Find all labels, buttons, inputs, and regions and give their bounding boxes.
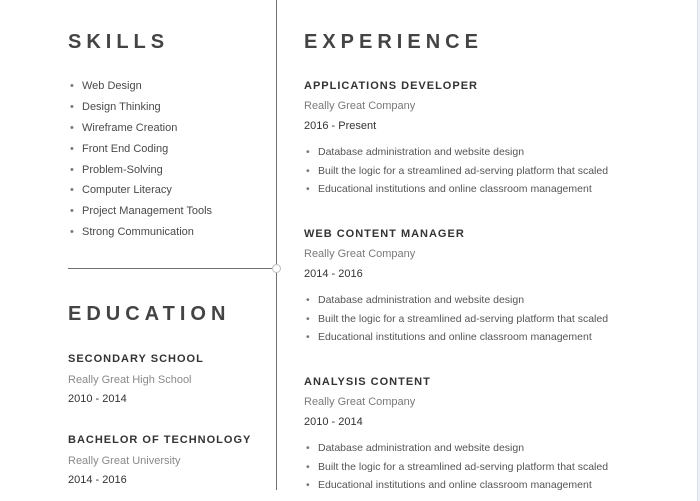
job-duty: • Built the logic for a streamlined ad-serving platform that scaled (306, 458, 608, 477)
column-divider (276, 0, 277, 490)
divider-junction-dot (272, 264, 281, 273)
job-entry (304, 227, 608, 347)
job-company: Really Great Company (304, 248, 416, 260)
job-duty: • Database administration and website design (306, 143, 608, 162)
education-dates: 2010 - 2014 (68, 393, 127, 405)
job-role: WEB CONTENT MANAGER (304, 228, 465, 240)
education-heading: EDUCATION (68, 303, 231, 325)
job-duty: • Database administration and website design (306, 439, 608, 458)
job-dates: 2014 - 2016 (304, 268, 363, 280)
job-dates: 2016 - Present (304, 120, 377, 132)
job-duty: • Built the logic for a streamlined ad-serving platform that scaled (306, 310, 608, 329)
skill-item: • Wireframe Creation (70, 121, 212, 142)
job-entry (304, 79, 608, 199)
skill-item: • Design Thinking (70, 100, 212, 121)
job-duties-list (306, 143, 608, 199)
education-entry (68, 433, 251, 487)
skill-item: • Project Management Tools (70, 204, 212, 225)
skill-item: • Web Design (70, 79, 212, 100)
job-duties-list (306, 291, 608, 347)
education-school: Really Great University (68, 455, 181, 467)
experience-heading: EXPERIENCE (304, 31, 483, 53)
job-duty: • Educational institutions and online classroom management (306, 476, 608, 495)
job-duty: • Database administration and website design (306, 291, 608, 310)
job-role: APPLICATIONS DEVELOPER (304, 80, 478, 92)
skills-list (70, 79, 212, 246)
job-company: Really Great Company (304, 100, 416, 112)
job-company: Really Great Company (304, 396, 416, 408)
job-duty: • Built the logic for a streamlined ad-serving platform that scaled (306, 162, 608, 181)
section-divider (68, 268, 272, 269)
job-entry (304, 375, 608, 495)
education-degree: SECONDARY SCHOOL (68, 353, 204, 365)
job-duty: • Educational institutions and online classroom management (306, 180, 608, 199)
skill-item: • Problem-Solving (70, 163, 212, 184)
job-dates: 2010 - 2014 (304, 416, 363, 428)
skill-item: • Strong Communication (70, 225, 212, 246)
job-duty: • Educational institutions and online classroom management (306, 328, 608, 347)
skill-item: • Computer Literacy (70, 183, 212, 204)
skills-heading: SKILLS (68, 31, 170, 53)
education-dates: 2014 - 2016 (68, 474, 127, 486)
education-school: Really Great High School (68, 374, 192, 386)
skill-item: • Front End Coding (70, 142, 212, 163)
education-entry (68, 352, 204, 406)
job-role: ANALYSIS CONTENT (304, 376, 431, 388)
education-degree: BACHELOR OF TECHNOLOGY (68, 434, 252, 446)
job-duties-list (306, 439, 608, 495)
